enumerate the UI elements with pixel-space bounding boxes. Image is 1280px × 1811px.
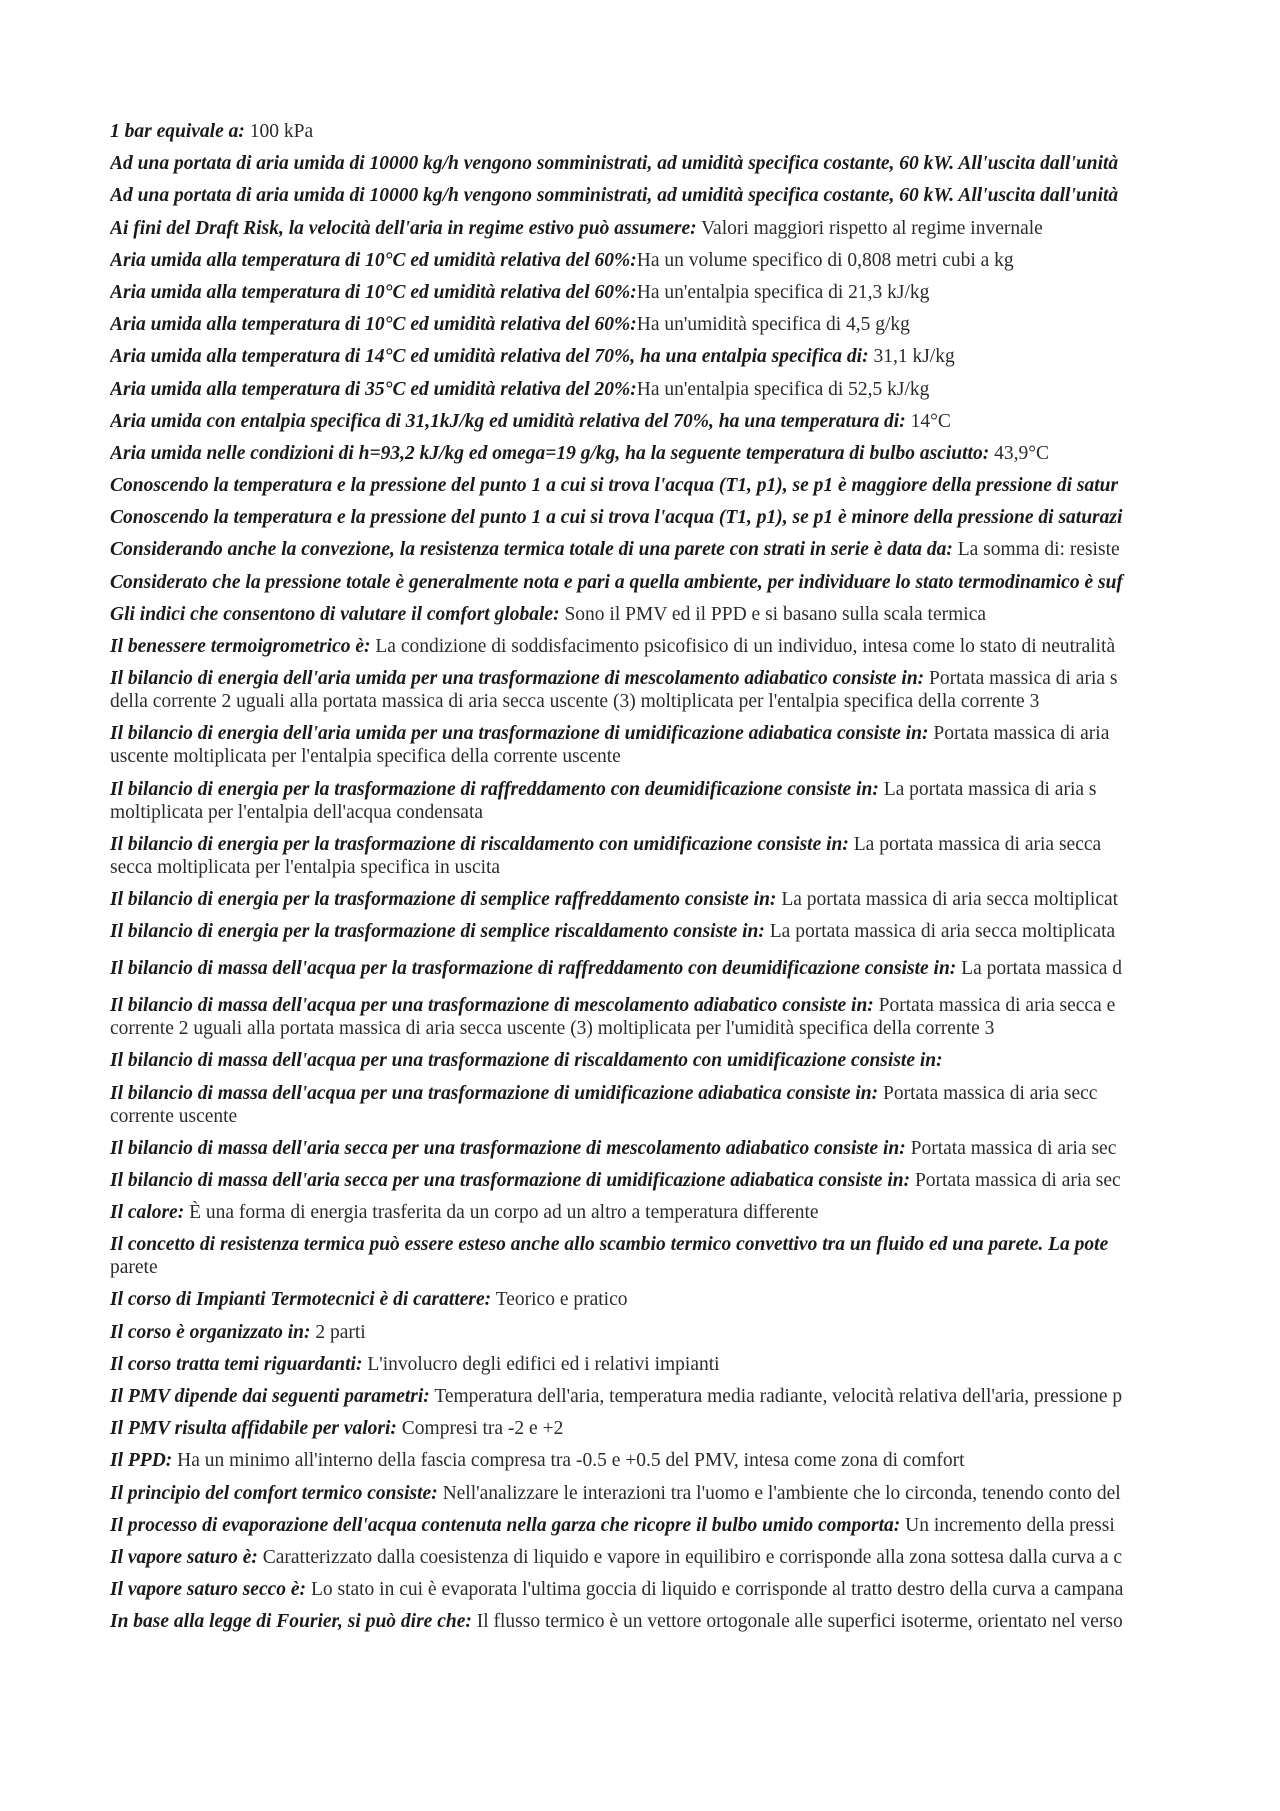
qa-entry — [110, 1288, 1280, 1311]
qa-line — [110, 313, 1280, 336]
qa-line — [110, 1385, 1280, 1408]
question-text: Ai fini del Draft Risk, la velocità dell'aria in regime estivo può assumere: — [110, 217, 697, 239]
qa-line — [110, 1610, 1280, 1633]
qa-line — [110, 571, 1280, 594]
qa-line — [110, 888, 1280, 911]
answer-continuation: uscente moltiplicata per l'entalpia specifica della corrente uscente — [110, 746, 621, 768]
question-text: Il bilancio di energia per la trasformazione di semplice raffreddamento consiste in: — [110, 888, 777, 910]
qa-line — [110, 410, 1280, 433]
answer-text: Teorico e pratico — [495, 1289, 628, 1311]
question-text: Considerato che la pressione totale è generalmente nota e pari a quella ambiente, per individuare lo stato termodinamico è suf — [110, 571, 1123, 593]
qa-line — [110, 1169, 1280, 1192]
qa-line — [110, 1049, 1280, 1072]
answer-text: Nell'analizzare le interazioni tra l'uomo e l'ambiente che lo circonda, tenendo conto del — [442, 1482, 1121, 1504]
qa-line — [110, 184, 1280, 207]
qa-entry — [110, 957, 1280, 980]
question-text: Il corso di Impianti Termotecnici è di carattere: — [110, 1289, 492, 1311]
question-text: Il vapore saturo secco è: — [110, 1579, 307, 1601]
answer-text: Portata massica di aria s — [929, 668, 1118, 690]
answer-text: 2 parti — [315, 1321, 366, 1343]
qa-line — [110, 1288, 1280, 1311]
answer-text: Ha un'umidità specifica di 4,5 g/kg — [636, 314, 910, 336]
question-text: Il bilancio di massa dell'aria secca per una trasformazione di umidificazione adiabatica consiste in: — [110, 1169, 911, 1191]
answer-text: Portata massica di aria secca e — [878, 995, 1116, 1017]
answer-continuation: parete — [110, 1257, 158, 1279]
answer-continuation: moltiplicata per l'entalpia dell'acqua condensata — [110, 801, 484, 823]
qa-entry — [110, 635, 1280, 658]
qa-entry — [110, 378, 1280, 401]
answer-text: Temperatura dell'aria, temperatura media radiante, velocità relativa dell'aria, pressione p — [434, 1386, 1123, 1407]
qa-entry — [110, 217, 1280, 240]
qa-line — [110, 1201, 1280, 1224]
qa-entry — [110, 1482, 1280, 1505]
qa-entry — [110, 1353, 1280, 1376]
question-text: Conoscendo la temperatura e la pressione del punto 1 a cui si trova l'acqua (T1, p1), se p1 è minore della pressione di saturazi — [110, 507, 1123, 529]
qa-line — [110, 994, 1280, 1017]
answer-text: La portata massica di aria s — [883, 778, 1097, 800]
answer-text: La somma di: resiste — [957, 539, 1120, 561]
qa-entry — [110, 778, 1280, 824]
question-text: Gli indici che consentono di valutare il comfort globale: — [110, 603, 560, 625]
question-text: Il bilancio di energia per la trasformazione di riscaldamento con umidificazione consiste in: — [110, 833, 849, 855]
qa-entry — [110, 345, 1280, 368]
answer-text: Un incremento della pressi — [905, 1514, 1115, 1536]
qa-entry — [110, 474, 1280, 497]
qa-line — [110, 281, 1280, 304]
answer-text: Valori maggiori rispetto al regime invernale — [701, 217, 1043, 239]
question-text: Aria umida alla temperatura di 35°C ed umidità relativa del 20%: — [110, 378, 637, 400]
qa-line — [110, 1321, 1280, 1344]
answer-text: L'involucro degli edifici ed i relativi impianti — [367, 1353, 720, 1375]
qa-entry — [110, 1169, 1280, 1192]
qa-entry — [110, 1610, 1280, 1633]
qa-line — [110, 249, 1280, 272]
answer-text: È una forma di energia trasferita da un corpo ad un altro a temperatura differente — [189, 1202, 819, 1224]
qa-line — [110, 1353, 1280, 1376]
answer-text: La portata massica di aria secca — [853, 833, 1102, 855]
qa-line — [110, 345, 1280, 368]
qa-entry — [110, 1449, 1280, 1472]
qa-entry — [110, 722, 1280, 768]
qa-line — [110, 217, 1280, 240]
question-text: Il bilancio di energia per la trasformazione di semplice riscaldamento consiste in: — [110, 921, 765, 943]
answer-text: Ha un'entalpia specifica di 52,5 kJ/kg — [636, 378, 930, 400]
answer-text: Portata massica di aria sec — [914, 1169, 1121, 1191]
qa-line — [110, 722, 1280, 745]
qa-entry — [110, 833, 1280, 879]
answer-text: Ha un volume specifico di 0,808 metri cubi a kg — [636, 249, 1014, 271]
qa-line — [110, 920, 1280, 943]
qa-entry — [110, 1514, 1280, 1537]
qa-entry — [110, 1385, 1280, 1408]
answer-text: Compresi tra -2 e +2 — [401, 1418, 564, 1440]
question-text: Aria umida alla temperatura di 10°C ed umidità relativa del 60%: — [110, 281, 637, 303]
answer-text: 31,1 kJ/kg — [873, 346, 955, 368]
question-text: Il corso è organizzato in: — [110, 1321, 311, 1343]
answer-continuation: corrente uscente — [110, 1105, 238, 1127]
qa-entry — [110, 249, 1280, 272]
document-body — [110, 120, 1280, 1643]
qa-entry — [110, 313, 1280, 336]
question-text: Il bilancio di energia per la trasformazione di raffreddamento con deumidificazione consiste in: — [110, 778, 879, 800]
answer-text: Ha un minimo all'interno della fascia compresa tra -0.5 e +0.5 del PMV, intesa come zona di comfort — [177, 1450, 965, 1472]
qa-entry — [110, 1546, 1280, 1569]
qa-entry — [110, 1137, 1280, 1160]
question-text: Ad una portata di aria umida di 10000 kg/h vengono somministrati, ad umidità specifica costante, 60 kW. All'uscita dall'unità — [110, 153, 1119, 175]
qa-line — [110, 1578, 1280, 1601]
answer-text: Il flusso termico è un vettore ortogonale alle superfici isoterme, orientato nel verso — [476, 1611, 1123, 1633]
answer-text: La condizione di soddisfacimento psicofisico di un individuo, intesa come lo stato di neutralità — [375, 636, 1116, 657]
qa-entry — [110, 888, 1280, 911]
qa-entry — [110, 1082, 1280, 1128]
question-text: Il benessere termoigrometrico è: — [110, 636, 371, 657]
question-text: Il bilancio di massa dell'acqua per la trasformazione di raffreddamento con deumidificazione consiste in: — [110, 958, 957, 980]
answer-text: Portata massica di aria secc — [883, 1082, 1098, 1104]
question-text: Considerando anche la convezione, la resistenza termica totale di una parete con strati in serie è data da: — [110, 539, 953, 561]
question-text: In base alla legge di Fourier, si può dire che: — [110, 1611, 472, 1633]
qa-line — [110, 378, 1280, 401]
qa-line — [110, 1482, 1280, 1505]
question-text: Aria umida alla temperatura di 14°C ed umidità relativa del 70%, ha una entalpia specifica di: — [110, 346, 869, 368]
question-text: Aria umida alla temperatura di 10°C ed umidità relativa del 60%: — [110, 314, 637, 336]
qa-line — [110, 1514, 1280, 1537]
answer-text: 14°C — [910, 410, 951, 432]
qa-line — [110, 538, 1280, 561]
qa-line — [110, 1233, 1280, 1256]
qa-line — [110, 778, 1280, 801]
qa-line — [110, 833, 1280, 856]
qa-entry — [110, 994, 1280, 1040]
answer-text: Portata massica di aria — [933, 723, 1110, 745]
question-text: Il bilancio di massa dell'acqua per una trasformazione di mescolamento adiabatico consiste in: — [110, 995, 874, 1017]
question-text: Il concetto di resistenza termica può essere esteso anche allo scambio termico convettivo tra un fluido ed una parete. La pote — [110, 1234, 1109, 1256]
qa-entry — [110, 571, 1280, 594]
qa-line — [110, 957, 1280, 980]
question-text: Il bilancio di energia dell'aria umida per una trasformazione di umidificazione adiabatica consiste in: — [110, 723, 929, 745]
qa-line — [110, 152, 1280, 175]
question-text: Il PMV dipende dai seguenti parametri: — [110, 1386, 430, 1407]
qa-entry — [110, 184, 1280, 207]
qa-entry — [110, 603, 1280, 626]
answer-text: La portata massica di aria secca moltiplicat — [781, 888, 1119, 910]
qa-entry — [110, 1201, 1280, 1224]
answer-text: Ha un'entalpia specifica di 21,3 kJ/kg — [636, 281, 930, 303]
question-text: Il bilancio di massa dell'aria secca per una trasformazione di mescolamento adiabatico consiste in: — [110, 1137, 906, 1159]
qa-line — [110, 635, 1280, 658]
answer-text: 43,9°C — [994, 442, 1050, 464]
question-text: Il calore: — [110, 1202, 185, 1224]
qa-line — [110, 474, 1280, 497]
qa-entry — [110, 1321, 1280, 1344]
qa-line — [110, 1449, 1280, 1472]
question-text: Il bilancio di massa dell'acqua per una trasformazione di umidificazione adiabatica consiste in: — [110, 1082, 879, 1104]
answer-continuation: secca moltiplicata per l'entalpia specifica in uscita — [110, 856, 501, 878]
qa-line — [110, 1082, 1280, 1105]
question-text: 1 bar equivale a: — [110, 121, 245, 142]
qa-line — [110, 1417, 1280, 1440]
qa-entry — [110, 1049, 1280, 1072]
question-text: Il bilancio di massa dell'acqua per una trasformazione di riscaldamento con umidificazione consiste in: — [110, 1050, 943, 1072]
answer-text: 100 kPa — [249, 121, 314, 142]
question-text: Aria umida nelle condizioni di h=93,2 kJ/kg ed omega=19 g/kg, ha la seguente temperatura di bulbo asciutto: — [110, 442, 990, 464]
question-text: Il PPD: — [110, 1450, 173, 1472]
answer-text: La portata massica di aria secca moltiplicata — [769, 921, 1116, 943]
question-text: Ad una portata di aria umida di 10000 kg/h vengono somministrati, ad umidità specifica costante, 60 kW. All'uscita dall'unità — [110, 185, 1119, 207]
question-text: Il bilancio di energia dell'aria umida per una trasformazione di mescolamento adiabatico consiste in: — [110, 668, 925, 690]
answer-text: Caratterizzato dalla coesistenza di liquido e vapore in equilibiro e corrisponde alla zona sottesa dalla curva a c — [262, 1546, 1123, 1568]
answer-continuation: della corrente 2 uguali alla portata massica di aria secca uscente (3) moltiplicata per l'entalpia specifica della corrente 3 — [110, 691, 1040, 713]
question-text: Il vapore saturo è: — [110, 1546, 258, 1568]
answer-text: Sono il PMV ed il PPD e si basano sulla scala termica — [564, 603, 987, 625]
qa-entry — [110, 120, 1280, 143]
qa-entry — [110, 506, 1280, 529]
qa-line — [110, 1546, 1280, 1569]
qa-line — [110, 120, 1280, 143]
question-text: Il PMV risulta affidabile per valori: — [110, 1418, 397, 1440]
qa-line — [110, 1137, 1280, 1160]
qa-entry — [110, 442, 1280, 465]
question-text: Aria umida alla temperatura di 10°C ed umidità relativa del 60%: — [110, 249, 637, 271]
qa-entry — [110, 920, 1280, 943]
qa-line — [110, 442, 1280, 465]
qa-entry — [110, 281, 1280, 304]
question-text: Aria umida con entalpia specifica di 31,1kJ/kg ed umidità relativa del 70%, ha una temperatura di: — [110, 410, 906, 432]
question-text: Il corso tratta temi riguardanti: — [110, 1353, 363, 1375]
qa-entry — [110, 538, 1280, 561]
qa-entry — [110, 410, 1280, 433]
question-text: Il processo di evaporazione dell'acqua contenuta nella garza che ricopre il bulbo umido comporta: — [110, 1514, 901, 1536]
question-text: Il principio del comfort termico consiste: — [110, 1482, 438, 1504]
qa-entry — [110, 1417, 1280, 1440]
question-text: Conoscendo la temperatura e la pressione del punto 1 a cui si trova l'acqua (T1, p1), se p1 è maggiore della pressione di satur — [110, 475, 1119, 497]
answer-text: Lo stato in cui è evaporata l'ultima goccia di liquido e corrisponde al tratto destro della curva a campana — [310, 1579, 1124, 1601]
answer-text: La portata massica d — [961, 958, 1122, 980]
qa-line — [110, 667, 1280, 690]
qa-entry — [110, 1578, 1280, 1601]
answer-continuation: corrente 2 uguali alla portata massica di aria secca uscente (3) moltiplicata per l'umidità specifica della corrente 3 — [110, 1018, 995, 1040]
qa-line — [110, 506, 1280, 529]
qa-entry — [110, 152, 1280, 175]
answer-text: Portata massica di aria sec — [910, 1137, 1117, 1159]
qa-line — [110, 603, 1280, 626]
qa-entry — [110, 1233, 1280, 1279]
qa-entry — [110, 667, 1280, 713]
